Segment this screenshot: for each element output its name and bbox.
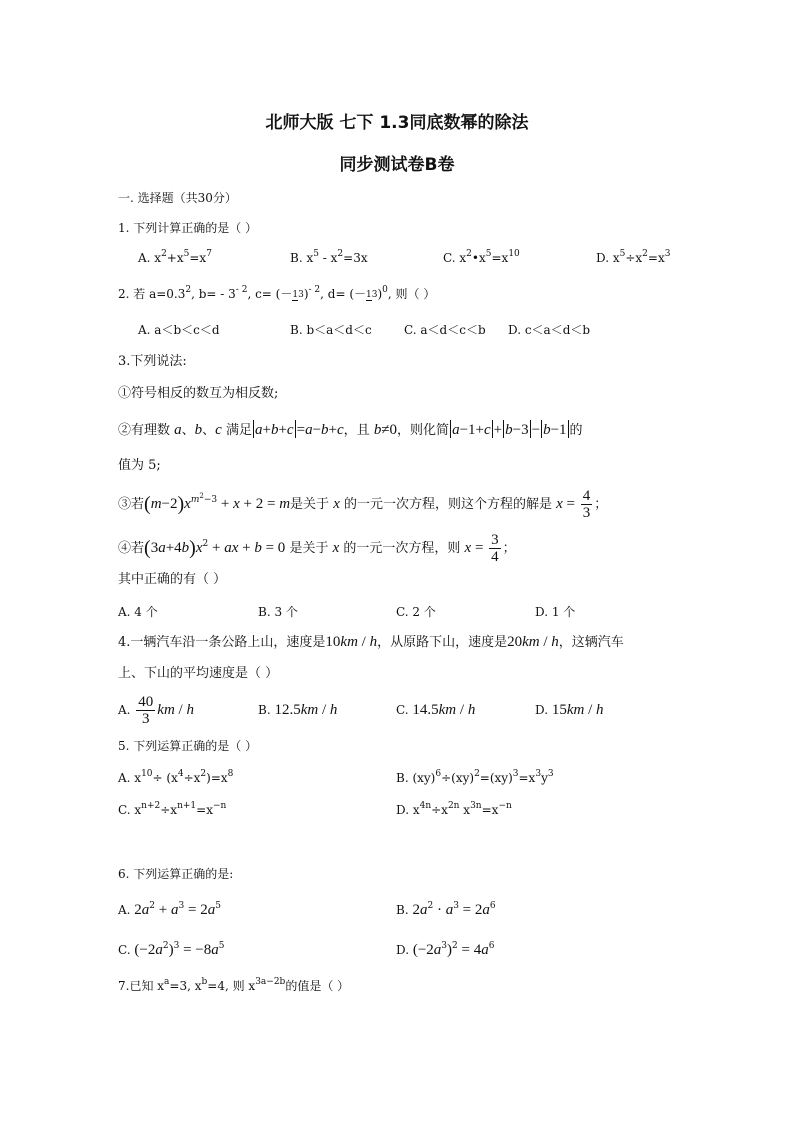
question-3-statement-3: ③若$(m-2)x^{m^2-3} + x + 2 = m$是关于 x 的一元一次方程，则这个方程的解是 x = $\frac{4}{3}$ ； <box>118 488 608 521</box>
question-2-stem: 2. 若 $a=0.3^2$, $b= - 3^{- 2}$, $c= (-13)^{- 2}$, $d= (-13)^0$, 则（ ） <box>118 285 436 301</box>
exam-title: 北师大版 七下 1.3同底数幂的除法 <box>265 113 529 133</box>
question-2-option-a: A. a＜b＜c＜d <box>138 323 220 337</box>
question-5-option-a: A. $x^{10}\div (x^4\div x^2)=x^8$ <box>118 769 234 785</box>
question-3-statement-2-cont: 值为 5; <box>118 458 161 473</box>
question-3-summary: 其中正确的有（ ） <box>118 572 227 587</box>
question-7-stem-end: 的值是（ ） <box>285 979 350 993</box>
question-4-stem-line-2: 上、下山的平均速度是（ ） <box>118 666 279 681</box>
exam-subtitle: 同步测试卷B卷 <box>339 155 455 175</box>
question-1-option-a: A. $x^2+x^5=x^7$ <box>138 249 212 265</box>
question-3-option-a: A. 4 个 <box>118 605 158 619</box>
question-6-option-b: B. $2a^2 \cdot a^3 = 2a^6$ <box>396 901 496 918</box>
question-2-stem-end: , 则（ ） <box>387 287 436 301</box>
question-5-stem: 5. 下列运算正确的是（ ） <box>118 739 258 753</box>
question-5-option-d: D. $x^{4n}\div x^{2n}$ $x^{3n}=x^{-n}$ <box>396 801 512 817</box>
question-7-stem-start: 7.已知 x <box>118 979 165 993</box>
question-3-statement-2: ②有理数 a、b、c 满足 a+b+c =a−b+c，且 b≠0，则化简 a−1+c + b−3 − b−1 的 <box>118 422 583 438</box>
question-4-option-c: C. 14.5km / h <box>396 702 476 718</box>
question-6-stem: 6. 下列运算正确的是: <box>118 867 234 881</box>
question-4-stem: 4.一辆汽车沿一条公路上山，速度是10km / h，从原路下山，速度是20km / h，这辆汽车 <box>118 634 624 650</box>
question-3-statement-4: ④若$(3a+4b)x^2$ + ax + b = 0 是关于 x 的一元一次方程，则 x = $\frac{3}{4}$ ； <box>118 532 516 565</box>
question-3-option-b: B. 3 个 <box>258 605 298 619</box>
question-2-option-c: C. a＜d＜c＜b <box>404 323 486 337</box>
question-4-option-a: A. $\frac{40}{3}$ km / h <box>118 694 194 727</box>
section-heading: 一. 选择题（共30分） <box>118 191 237 205</box>
question-2-stem-start: 2. 若 a=0.3 <box>118 287 186 301</box>
question-1-option-c: C. $x^2•x^5=x^{10}$ <box>443 249 520 265</box>
question-7-stem: 7.已知 $x^a=3$, $x^b=4$, 则 $x^{3a-2b}$的值是（ ） <box>118 977 350 993</box>
question-1-stem: 1. 下列计算正确的是（ ） <box>118 221 258 235</box>
question-4-option-d: D. 15km / h <box>535 702 604 718</box>
question-4-option-b: B. 12.5km / h <box>258 702 338 718</box>
question-6-option-d: D. $(-2a^3)^2 = 4a^6$ <box>396 941 495 958</box>
question-1-option-d: D. $x^5\div x^2=x^3$ <box>596 249 671 265</box>
question-6-option-a: A. $2a^2 + a^3 = 2a^5$ <box>118 901 221 918</box>
question-2-option-d: D. c＜a＜d＜b <box>508 323 591 337</box>
question-5-option-c: C. $x^{n+2}\div x^{n+1}=x^{-n}$ <box>118 801 227 817</box>
question-5-option-b: B. $(xy)^6\div(xy)^2=(xy)^3=x^3y^3$ <box>396 769 554 785</box>
question-3-option-d: D. 1 个 <box>535 605 576 619</box>
question-2-option-b: B. b＜a＜d＜c <box>290 323 372 337</box>
question-3-option-c: C. 2 个 <box>396 605 436 619</box>
question-3-stem: 3.下列说法: <box>118 354 187 369</box>
question-6-option-c: C. $(-2a^2)^3 = -8a^5$ <box>118 941 225 958</box>
question-3-statement-1: ①符号相反的数互为相反数; <box>118 386 279 401</box>
question-1-option-b: B. $x^5 - x^2=3x$ <box>290 249 368 265</box>
